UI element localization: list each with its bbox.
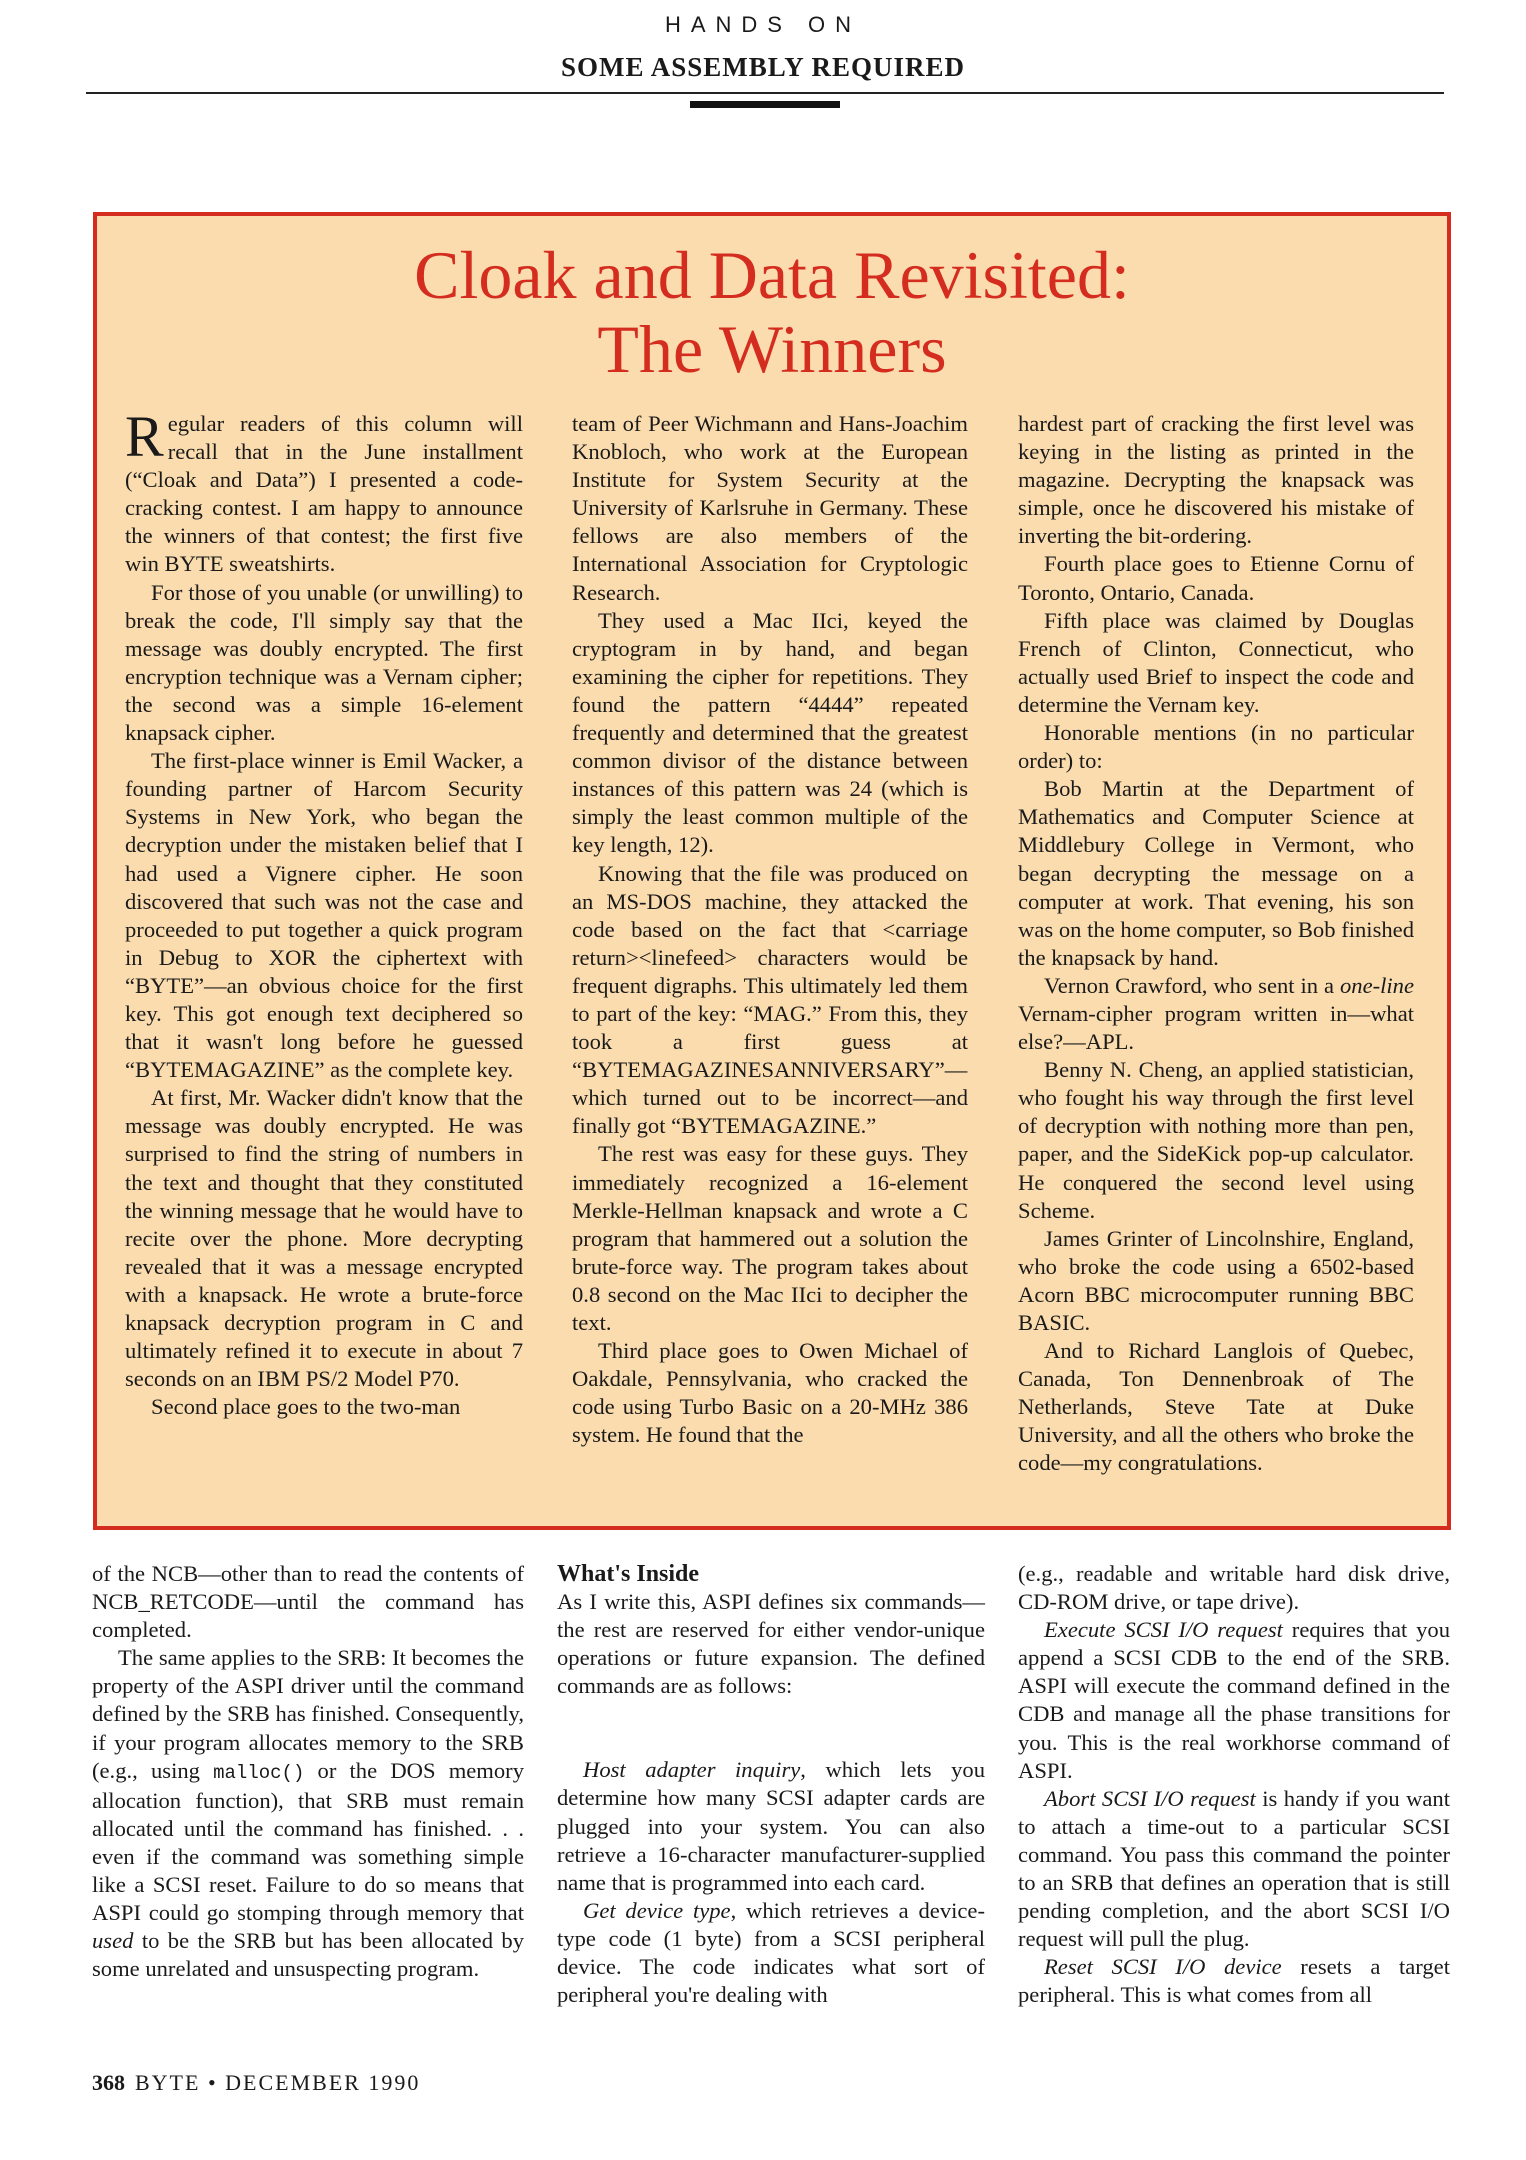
body-column-1 (92, 1560, 524, 1983)
sidebar-paragraph: Honorable mentions (in no particular order) to: (1018, 720, 1414, 774)
header-rule (86, 92, 1444, 94)
sidebar-paragraph: Bob Martin at the Department of Mathematics and Computer Science at Middlebury College in Vermont, who began decrypting the message on a computer at work. That evening, his son was on the home computer, so Bob finished the knapsack by hand. (1018, 776, 1414, 970)
sidebar-paragraph: Regular readers of this column will recall that in the June installment (“Cloak and Data”) I presented a code-cracking contest. I am happy to announce the winners of that contest; the first five win BYTE sweatshirts. (125, 404, 523, 577)
footer-text: BYTE • DECEMBER 1990 (135, 2070, 421, 2095)
sidebar-title (97, 238, 1447, 386)
sidebar-paragraph: The rest was easy for these guys. They immediately recognized a 16-element Merkle-Hellman knapsack and wrote a C program that hammered out a solution the brute-force way. The program takes about 0.8 second on the Mac IIci to decipher the text. (572, 1141, 968, 1335)
sidebar-title-line1: Cloak and Data Revisited: (414, 237, 1130, 313)
body-paragraph: (e.g., readable and writable hard disk drive, CD-ROM drive, or tape drive). (1018, 1561, 1450, 1615)
sidebar-paragraph: hardest part of cracking the first level was keying in the listing as printed in the magazine. Decrypting the knapsack was simple, once he discovered his mistake of inverting the bit-ordering. (1018, 411, 1414, 549)
body-paragraph: Host adapter inquiry, which lets you determine how many SCSI adapter cards are plugged into your system. You can also retrieve a 16-character manufacturer-supplied name that is programmed into each card. (557, 1757, 985, 1895)
body-paragraph: Reset SCSI I/O device resets a target peripheral. This is what comes from all (1018, 1954, 1450, 2008)
body-paragraph: As I write this, ASPI defines six commands—the rest are reserved for either vendor-unique operations or future expansion. The defined commands are as follows: (557, 1589, 985, 1699)
body-paragraph: Execute SCSI I/O request requires that you append a SCSI CDB to the end of the SRB. ASPI will execute the command defined in the CDB and manage all the phase transitions for you. This is the real workhorse command of ASPI. (1018, 1617, 1450, 1783)
sidebar-paragraph: James Grinter of Lincolnshire, England, who broke the code using a 6502-based Acorn BBC microcomputer running BBC BASIC. (1018, 1225, 1414, 1335)
page-number: 368 (92, 2070, 125, 2095)
sidebar-paragraph: They used a Mac IIci, keyed the cryptogram in by hand, and began examining the cipher for repetitions. They found the pattern “4444” repeated frequently and determined that the greatest common divisor of the distance between instances of this pattern was 24 (which is simply the least common multiple of the key length, 12). (572, 607, 968, 858)
sidebar-paragraph: team of Peer Wichmann and Hans-Joachim Knobloch, who work at the European Institute for System Security at the University of Karlsruhe in Germany. These fellows are also members of the International Association for Cryptologic Research. (572, 411, 968, 605)
sidebar-paragraph: Benny N. Cheng, an applied statistician, who fought his way through the first level of decryption with nothing more than pen, paper, and the SideKick pop-up calculator. He conquered the second level using Scheme. (1018, 1057, 1414, 1223)
sidebar-paragraph: Fifth place was claimed by Douglas French of Clinton, Connecticut, who actually used Brief to inspect the code and determine the Vernam key. (1018, 607, 1414, 717)
page-footer (92, 2070, 420, 2096)
sidebar-paragraph: And to Richard Langlois of Quebec, Canada, Ton Dennenbroak of The Netherlands, Steve Tate at Duke University, and all the others who broke the code—my congratulations. (1018, 1338, 1414, 1476)
sidebar-paragraph: Vernon Crawford, who sent in a one-line Vernam-cipher program written in—what else?—APL. (1018, 972, 1414, 1055)
sidebar-paragraph: The first-place winner is Emil Wacker, a founding partner of Harcom Security Systems in New York, who began the decryption under the mistaken belief that I had used a Vignere cipher. He soon discovered that such was not the case and proceeded to put together a quick program in Debug to XOR the ciphertext with “BYTE”—an obvious choice for the first key. This got enough text deciphered so that it wasn't long before he guessed “BYTEMAGAZINE” as the complete key. (125, 748, 523, 1083)
sidebar-paragraph: Second place goes to the two-man (151, 1394, 461, 1420)
section-header: HANDS ON (664, 12, 862, 37)
body-column-2 (557, 1560, 985, 2009)
column-title: SOME ASSEMBLY REQUIRED (560, 52, 966, 82)
header-rule-bar (690, 101, 840, 108)
sidebar-box (93, 212, 1451, 1530)
drop-cap: R (125, 404, 164, 469)
sidebar-paragraph: Fourth place goes to Etienne Cornu of Toronto, Ontario, Canada. (1018, 551, 1414, 605)
section-subhead: What's Inside (557, 1561, 700, 1587)
sidebar-paragraph: Knowing that the file was produced on an MS-DOS machine, they attacked the code based on the fact that <carriage return><linefeed> characters would be frequent digraphs. This ultimately led them to part of the key: “MAG.” From this, they took a first guess at “BYTEMAGAZINESANNIVERSARY”—which turned out to be incorrect—and finally got “BYTEMAGAZINE.” (572, 860, 968, 1139)
sidebar-paragraph: For those of you unable (or unwilling) to break the code, I'll simply say that the message was doubly encrypted. The first encryption technique was a Vernam cipher; the second was a simple 16-element knapsack cipher. (125, 579, 523, 746)
body-paragraph: of the NCB—other than to read the contents of NCB_RETCODE—until the command has completed. (92, 1561, 524, 1643)
body-paragraph: The same applies to the SRB: It becomes the property of the ASPI driver until the command defined by the SRB has finished. Consequently, if your program allocates memory to the SRB (e.g., using malloc() or the DOS memory allocation function), that SRB must remain allocated until the command has finished. . . even if the command was something simple like a SCSI reset. Failure to do so means that ASPI could go stomping through memory that used to be the SRB but has been allocated by some unrelated and unsuspecting program. (92, 1645, 524, 1982)
sidebar-column-1 (125, 404, 523, 1421)
sidebar-paragraph: At first, Mr. Wacker didn't know that the message was doubly encrypted. He was surprised to find the string of numbers in the text and thought that they constituted the winning message that he would have to recite over the phone. More decrypting revealed that it was a message encrypted with a knapsack. He wrote a brute-force knapsack decryption program in C and ultimately refined it to execute in about 7 seconds on an IBM PS/2 Model P70. (125, 1085, 523, 1392)
sidebar-column-3 (1018, 410, 1414, 1478)
body-paragraph: Abort SCSI I/O request is handy if you want to attach a time-out to a particular SCSI command. You pass this command the pointer to an SRB that defines an operation that is still pending completion, and the abort SCSI I/O request will pull the plug. (1018, 1785, 1451, 1952)
sidebar-paragraph: Third place goes to Owen Michael of Oakdale, Pennsylvania, who cracked the code using Turbo Basic on a 20-MHz 386 system. He found that the (572, 1338, 968, 1448)
sidebar-title-line2: The Winners (597, 311, 947, 387)
body-paragraph: Get device type, which retrieves a device-type code (1 byte) from a SCSI peripheral device. The code indicates what sort of peripheral you're dealing with (557, 1897, 985, 2008)
body-column-3 (1018, 1560, 1450, 2010)
sidebar-column-2 (572, 410, 968, 1449)
